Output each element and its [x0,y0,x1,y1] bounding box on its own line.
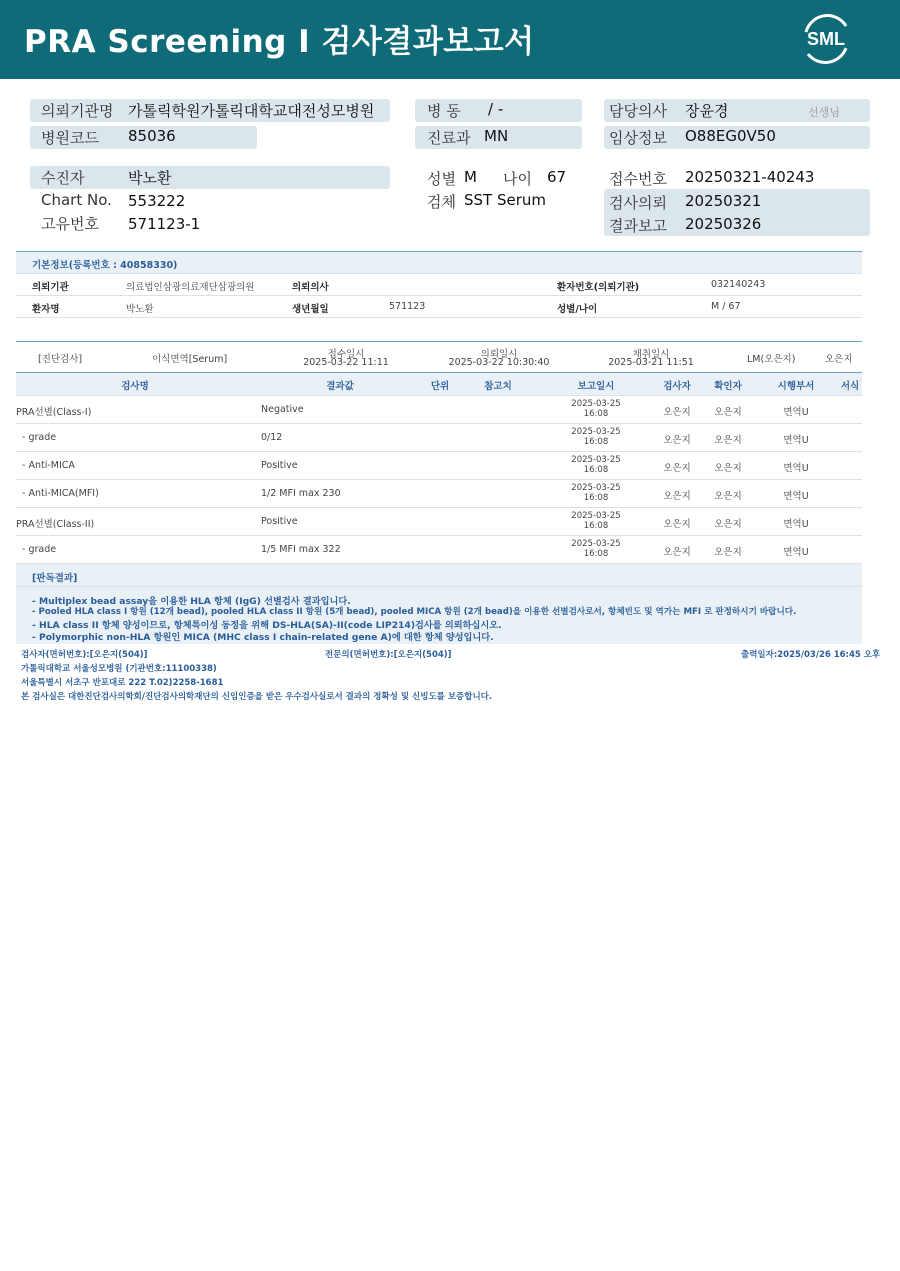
age-value: 67 [547,168,567,186]
received-label: 접수일시 [327,349,365,360]
report-value: 20250326 [685,215,762,233]
examinee-value: 박노환 [128,169,172,187]
row-result: 0/12 [261,432,283,443]
request-value: 20250321 [685,192,762,210]
code-value: 85036 [128,127,176,145]
row-checker: 오은지 [714,407,742,418]
birth-label: 생년월일 [292,304,329,315]
exam-top-rule [16,341,862,342]
row-report-date: 2025-03-25 [571,427,621,437]
chart-label: Chart No. [41,191,112,209]
basic-section-title: 기본정보(등록번호 : 40858330) [32,260,178,271]
row-test-name: PRA선별(Class-II) [16,519,95,530]
row-test-name: - Anti-MICA(MFI) [16,488,99,499]
row-tester: 오은지 [663,491,691,502]
row-dept: 면역U [783,491,809,502]
row-checker: 오은지 [714,435,742,446]
sml-logo [798,12,854,66]
col-dept: 시행부서 [777,381,815,392]
footer-tester: 검사자(면허번호):[오은지(504)] [21,650,148,660]
row-tester: 오은지 [663,547,691,558]
requested-label: 의뢰일시 [480,349,518,360]
receipt-value: 20250321-40243 [685,168,815,186]
footer-address: 서울특별시 서초구 반포대로 222 T.02)2258-1681 [21,678,224,688]
hospital-value: 가톨릭학원가톨릭대학교대전성모병원 [128,102,375,120]
row-rule [16,423,862,424]
col-result: 결과값 [326,381,354,392]
collected-value: 2025-03-21 11:51 [608,357,694,368]
examinee-label: 수진자 [41,169,85,187]
col-date: 보고일시 [577,381,615,392]
row-checker: 오은지 [714,463,742,474]
row-dept: 면역U [783,463,809,474]
basic-rule-1 [16,273,862,274]
row-rule [16,507,862,508]
patno-label: 환자번호(의뢰기관) [557,282,640,293]
id-value: 571123-1 [128,215,201,233]
row-tester: 오은지 [663,463,691,474]
row-checker: 오은지 [714,547,742,558]
clinical-value: O88EG0V50 [685,127,776,145]
row-dept: 면역U [783,519,809,530]
row-rule [16,479,862,480]
row-report-date: 2025-03-25 [571,539,621,549]
row-result: 1/2 MFI max 230 [261,488,341,499]
footer-printed: 출력일자:2025/03/26 16:45 오후 [741,650,881,660]
row-report-date: 2025-03-25 [571,511,621,521]
row-report-time: 16:08 [583,549,609,559]
patno-value: 032140243 [711,279,766,290]
footer-specialist: 전문의(면허번호):[오은지(504)] [325,650,452,660]
basic-rule-2 [16,295,862,296]
hospital-label: 의뢰기관명 [41,102,114,120]
interpretation-line: - HLA class II 항체 양성이므로, 항체특이성 동정을 위해 DS-HLA(SA)-II(code LIP214)검사를 의뢰하십시오. [32,620,502,631]
row-result: Negative [261,404,304,415]
row-rule [16,451,862,452]
requested-value: 2025-03-22 10:30:40 [448,357,550,368]
inst-value: 의료법인삼광의료재단삼광의원 [126,282,255,293]
row-report-time: 16:08 [583,493,609,503]
footer-certification: 본 검사실은 대한진단검사의학회/진단검사의학재단의 신임인증을 받은 우수검사실로서 결과의 정확성 및 신빙도를 보증합니다. [21,692,493,702]
sexage-label: 성별/나이 [557,304,598,315]
birth-value: 571123 [389,301,426,312]
report-label: 결과보고 [609,217,667,235]
row-test-name: - grade [16,544,57,555]
row-report-time: 16:08 [583,521,609,531]
exam-category: [진단검사] [38,354,83,365]
row-result: Positive [261,516,298,527]
name-value: 박노환 [126,304,154,315]
ward-value: / - [488,100,504,118]
row-tester: 오은지 [663,435,691,446]
row-dept: 면역U [783,407,809,418]
received-value: 2025-03-22 11:11 [303,357,389,368]
sexage-value: M / 67 [711,301,741,312]
row-report-date: 2025-03-25 [571,399,621,409]
basic-rule-3 [16,317,862,318]
footer-hospital: 가톨릭대학교 서울성모병원 (기관번호:11100338) [21,664,217,674]
name-label: 환자명 [32,304,60,315]
row-dept: 면역U [783,435,809,446]
request-label: 검사의뢰 [609,194,667,212]
interp-top-rule [16,563,862,564]
interp-title-rule [16,586,862,587]
doctor-value: 장윤경 [685,102,729,120]
dept-label: 진료과 [427,129,471,147]
doctor-label: 담당의사 [609,102,667,120]
col-ref: 참고치 [484,381,512,392]
report-title: PRA Screening I 검사결과보고서 [24,24,535,60]
exam-specimen: 이식면역[Serum] [152,354,228,365]
sex-label: 성별 [427,170,456,188]
row-checker: 오은지 [714,519,742,530]
table-header-rule [16,372,862,373]
req-doc-label: 의뢰의사 [292,282,329,293]
col-name: 검사명 [121,381,149,392]
inst-label: 의뢰기관 [32,282,69,293]
chart-value: 553222 [128,192,186,210]
lm-name: 오은지 [825,354,853,365]
row-checker: 오은지 [714,491,742,502]
lm-label: LM(오은지) [747,354,796,365]
row-tester: 오은지 [663,407,691,418]
table-header-bottom-rule [16,395,862,396]
row-report-time: 16:08 [583,465,609,475]
age-label: 나이 [503,170,532,188]
row-result: Positive [261,460,298,471]
ward-label: 병 동 [427,102,461,120]
row-report-date: 2025-03-25 [571,455,621,465]
specimen-value: SST Serum [464,191,547,209]
col-tester: 검사자 [663,381,691,392]
row-report-time: 16:08 [583,437,609,447]
row-test-name: - Anti-MICA [16,460,75,471]
row-tester: 오은지 [663,519,691,530]
sex-value: M [464,168,477,186]
code-label: 병원코드 [41,129,99,147]
interpretation-line: - Polymorphic non-HLA 항원인 MICA (MHC class I chain-related gene A)에 대한 항체 양성입니다. [32,632,494,643]
row-test-name: - grade [16,432,57,443]
id-label: 고유번호 [41,215,99,233]
clinical-label: 임상정보 [609,129,667,147]
col-unit: 단위 [430,381,450,392]
col-form: 서식 [840,381,860,392]
collected-label: 채취일시 [632,349,670,360]
specimen-label: 검체 [427,193,456,211]
dept-value: MN [484,127,509,145]
logo-text: SML [807,29,845,49]
interpretation-line: - Pooled HLA class I 항원 (12개 bead), pooled HLA class II 항원 (5개 bead), pooled MICA 항원 (2개 bead)을 이용한 선별검사로서, 항체빈도 및 역가는 MFI 로 판정하시기 바랍니다. [32,607,797,617]
receipt-label: 접수번호 [609,170,667,188]
row-dept: 면역U [783,547,809,558]
row-rule [16,535,862,536]
interpretation-line: - Multiplex bead assay을 이용한 HLA 항체 (IgG) 선별검사 결과입니다. [32,596,351,607]
row-report-time: 16:08 [583,409,609,419]
row-test-name: PRA선별(Class-I) [16,407,92,418]
row-report-date: 2025-03-25 [571,483,621,493]
row-result: 1/5 MFI max 322 [261,544,341,555]
doctor-suffix: 선생님 [808,106,840,119]
col-checker: 확인자 [714,381,742,392]
report-header [0,0,900,79]
interpretation-title: [판독결과] [32,573,78,584]
